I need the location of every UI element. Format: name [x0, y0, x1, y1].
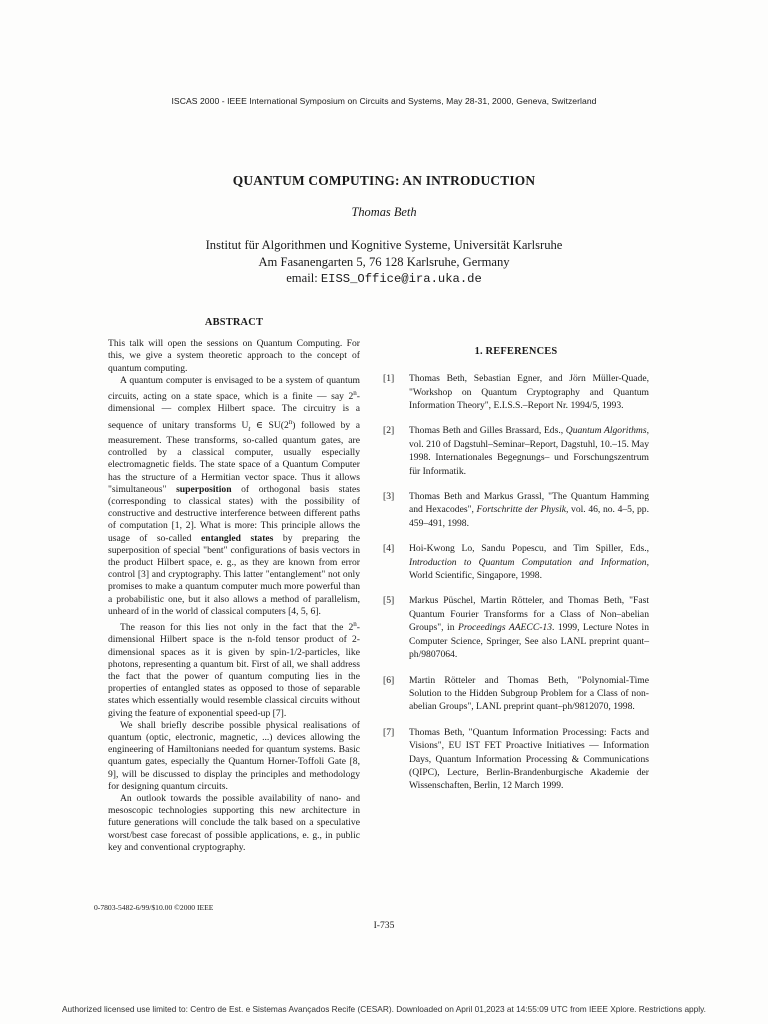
affiliation-institute: Institut für Algorithmen und Kognitive Systeme, Universität Karlsruhe [205, 238, 563, 252]
references-heading: 1. REFERENCES [474, 346, 558, 357]
license-notice: Authorized licensed use limited to: Centro de Est. e Sistemas Avançados Recife (CESAR). Downloaded on April 01,2023 at 14:55:09 UTC from IEEE Xplore. Restrictions apply. [62, 1004, 706, 1014]
abstract-paragraph-5: An outlook towards the possible availability of nano- and mesoscopic technologies supporting this new architecture in future generations will conclude the talk based on a speculative worst/best case forecast of possible applications, e. g., in public key and conventional cryptography. [108, 792, 360, 853]
affiliation-block [0, 237, 768, 288]
reference-number: [5] [383, 595, 395, 607]
reference-title-italic: Quantum Algorithms [565, 425, 647, 437]
reference-number: [6] [383, 674, 395, 686]
reference-number: [2] [383, 425, 395, 437]
copyright-notice: 0-7803-5482-6/99/$10.00 ©2000 IEEE [94, 903, 214, 912]
abstract-p2-text-c: ∈ SU(2 [250, 419, 289, 431]
paper-author: Thomas Beth [351, 205, 417, 219]
abstract-paragraph-3 [108, 618, 360, 720]
reference-item [383, 674, 649, 714]
reference-item [383, 424, 649, 478]
abstract-p3-text-a: The reason for this lies not only in the fact that the 2 [120, 622, 354, 634]
reference-item [383, 594, 649, 661]
reference-text-main: Thomas Beth, "Quantum Information Processing: Facts and Visions", EU IST FET Proactive Initiatives — Information Days, Quantum Information Processing & Communications (QIPC), Lecture, Berlin-Brandenburgische Akademie der Wissenschaften, Berlin, 12 March 1999. [409, 726, 649, 792]
reference-title-italic: Proceedings AAECC-13 [457, 622, 553, 634]
abstract-p2-text-b: -dimensional — complex Hilbert space. The circuitry is a sequence of unitary transforms U [108, 391, 360, 431]
reference-text [409, 594, 649, 661]
paper-title: QUANTUM COMPUTING: AN INTRODUCTION [232, 173, 536, 188]
reference-text-tail: , vol. 210 of Dagstuhl–Seminar–Report, Dagstuhl, 10.–15. May 1998. Internationales Begegnungs– und Forschungszentrum für Informatik. [409, 425, 650, 477]
reference-number: [1] [383, 373, 395, 385]
abstract-p2-text-d: ) followed by a measurement. These transforms, so-called quantum gates, are controlled by a classical computer, usually especially electromagnetic fields. The state space of a Quantum Computer has the structure of a Hermitian vector space. Thus it allows "simultaneous" [108, 419, 360, 495]
email-label: email: [286, 271, 318, 285]
abstract-p2-text-a: A quantum computer is envisaged to be a system of quantum circuits, acting on a state space, which is a finite — say 2 [108, 374, 360, 403]
reference-title-italic: Fortschritte der Physik [476, 504, 566, 516]
reference-text-main: Thomas Beth and Gilles Brassard, Eds., [409, 425, 566, 437]
abstract-heading: ABSTRACT [204, 317, 264, 328]
conference-header: ISCAS 2000 - IEEE International Symposium on Circuits and Systems, May 28-31, 2000, Geneva, Switzerland [171, 96, 597, 106]
reference-number: [3] [383, 491, 395, 503]
reference-text [409, 674, 649, 714]
reference-title-italic: Introduction to Quantum Computation and Information [409, 556, 647, 568]
abstract-p3-superscript: n [353, 619, 357, 628]
abstract-paragraph-4: We shall briefly describe possible physical realisations of quantum (optic, electronic, magnetic, ...) devices allowing the engineering of Hamiltonians needed for quantum systems. Basic quantum gates, especially the Quantum Horner-Toffoli Gate [8, 9], will be discussed to display the principles and methodology for designing quantum circuits. [108, 719, 360, 792]
reference-text [409, 424, 649, 478]
abstract-p2-text-f: by preparing the superposition of special "bent" configurations of basis vectors in the product Hilbert space, e. g., as they are known from error control [3] and cryptography. This latter "entanglement" not only promises to make a quantum computer much more powerful than a probabilistic one, but it also allows a method of parallelism, unheard of in the world of classical computers [4, 5, 6]. [108, 532, 360, 617]
affiliation-email-line [0, 270, 768, 288]
reference-text-main: Thomas Beth, Sebastian Egner, and Jörn Müller-Quade, "Workshop on Quantum Cryptography and Quantum Information Theory", E.I.S.S.–Report Nr. 1994/5, 1993. [409, 373, 649, 412]
reference-text [409, 542, 649, 582]
reference-text-tail: , vol. 46, no. 4–5, pp. 459–491, 1998. [409, 504, 649, 529]
superposition-term: superposition [176, 483, 232, 495]
reference-text [409, 372, 649, 412]
reference-text [409, 726, 649, 793]
abstract-p2-superscript: n [353, 389, 357, 398]
reference-text-main: Hoi-Kwong Lo, Sandu Popescu, and Tim Spiller, Eds., [409, 543, 649, 555]
abstract-paragraph-2 [108, 375, 360, 618]
reference-text-tail: , World Scientific, Singapore, 1998. [409, 556, 649, 582]
reference-text-main: Thomas Beth and Markus Grassl, "The Quantum Hamming and Hexacodes", [409, 491, 649, 516]
left-column [108, 316, 360, 854]
page-number: I-735 [373, 920, 395, 931]
reference-item [383, 490, 649, 530]
reference-text [409, 490, 649, 530]
abstract-paragraph-1: This talk will open the sessions on Quantum Computing. For this, we give a system theoretic approach to the concept of quantum computing. [108, 338, 360, 374]
reference-text-tail: . 1999, Lecture Notes in Computer Science, Springer, See also LANL preprint quant–ph/9807064. [409, 622, 649, 661]
entangled-states-term: entangled states [200, 532, 274, 544]
abstract-p2-subscript: t [248, 424, 251, 433]
reference-number: [4] [383, 543, 395, 555]
reference-item [383, 726, 649, 793]
reference-text-main: Martin Rötteler and Thomas Beth, "Polynomial-Time Solution to the Hidden Subgroup Problem for a Class of non-abelian Groups", LANL preprint quant–ph/9812070, 1998. [409, 674, 649, 713]
reference-list [383, 372, 649, 793]
abstract-p2-text-e: of orthogonal basis states (corresponding to classical states) with the possibility of constructive and destructive interference between different paths of computation [1, 2]. What is more: This principle allows the usage of so-called [108, 483, 360, 544]
affiliation-address: Am Fasanengarten 5, 76 128 Karlsruhe, Germany [258, 254, 510, 269]
reference-item [383, 372, 649, 412]
abstract-p3-text-b: -dimensional Hilbert space is the n-fold tensor product of 2-dimensional spaces as it is given by spin-1/2-particles, like photons, representing a quantum bit. First of all, we shall address the fact that the power of quantum computing lies in the properties of entangled states as opposed to those of separable states which essentially would resemble classical circuits without giving the feature of exponential speed-up [7]. [108, 622, 360, 719]
reference-text-main: Markus Püschel, Martin Rötteler, and Thomas Beth, "Fast Quantum Fourier Transforms for a Class of Non–abelian Groups", in [409, 595, 649, 634]
abstract-p2-superscript-2: n [288, 417, 293, 426]
reference-item [383, 542, 649, 582]
right-column [383, 316, 649, 805]
reference-number: [7] [383, 726, 395, 738]
email-address: EISS_Office@ira.uka.de [320, 272, 482, 286]
